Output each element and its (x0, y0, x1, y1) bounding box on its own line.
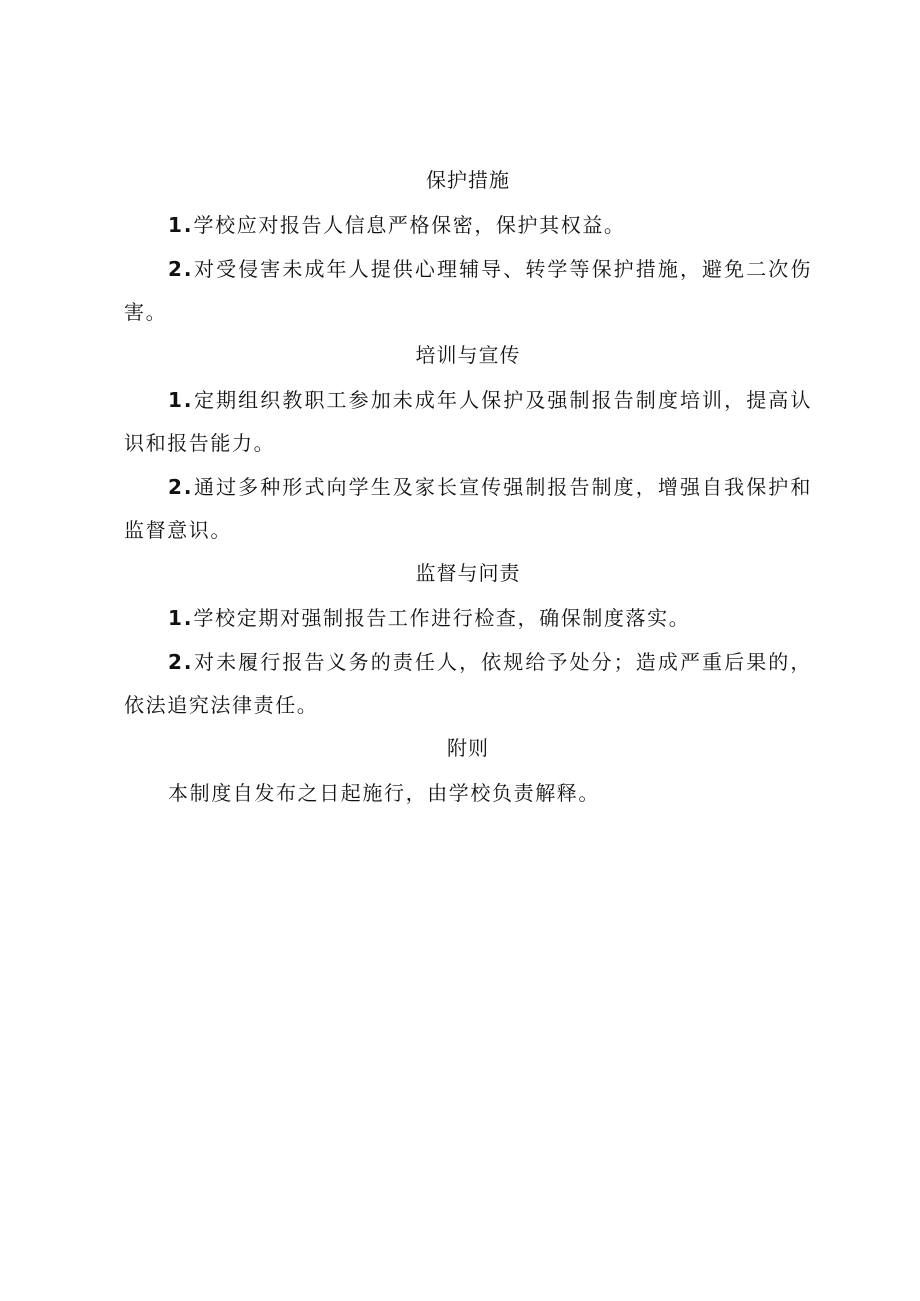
paragraph (124, 248, 812, 334)
item-text: 定期组织教职工参加未成年人保护及强制报告制度培训，提高认识和报告能力。 (124, 388, 812, 455)
item-number: 2. (168, 257, 194, 281)
section-supplementary-provisions (124, 728, 812, 815)
item-text: 通过多种形式向学生及家长宣传强制报告制度，增强自我保护和监督意识。 (124, 475, 812, 542)
section-supervision-accountability (124, 553, 812, 727)
item-text: 学校应对报告人信息严格保密，保护其权益。 (193, 213, 626, 237)
item-number: 2. (168, 475, 194, 499)
paragraph (124, 597, 812, 640)
document-body (124, 160, 812, 816)
paragraph (124, 641, 812, 727)
section-title: 培训与宣传 (415, 343, 521, 367)
item-number: 1. (168, 213, 194, 237)
paragraph (124, 466, 812, 552)
paragraph (124, 772, 812, 815)
section-title: 保护措施 (426, 168, 510, 192)
section-protection-measures (124, 160, 812, 334)
paragraph (124, 379, 812, 465)
item-number: 1. (168, 388, 194, 412)
item-text: 对受侵害未成年人提供心理辅导、转学等保护措施，避免二次伤害。 (124, 257, 812, 324)
item-text: 学校定期对强制报告工作进行检查，确保制度落实。 (193, 606, 691, 630)
paragraph (124, 204, 812, 247)
section-title: 附则 (447, 736, 489, 760)
item-text: 本制度自发布之日起施行，由学校负责解释。 (168, 781, 600, 805)
item-text: 对未履行报告义务的责任人，依规给予处分；造成严重后果的，依法追究法律责任。 (124, 650, 812, 717)
item-number: 1. (168, 606, 194, 630)
section-title: 监督与问责 (415, 561, 521, 585)
item-number: 2. (168, 650, 194, 674)
section-training-publicity (124, 335, 812, 552)
